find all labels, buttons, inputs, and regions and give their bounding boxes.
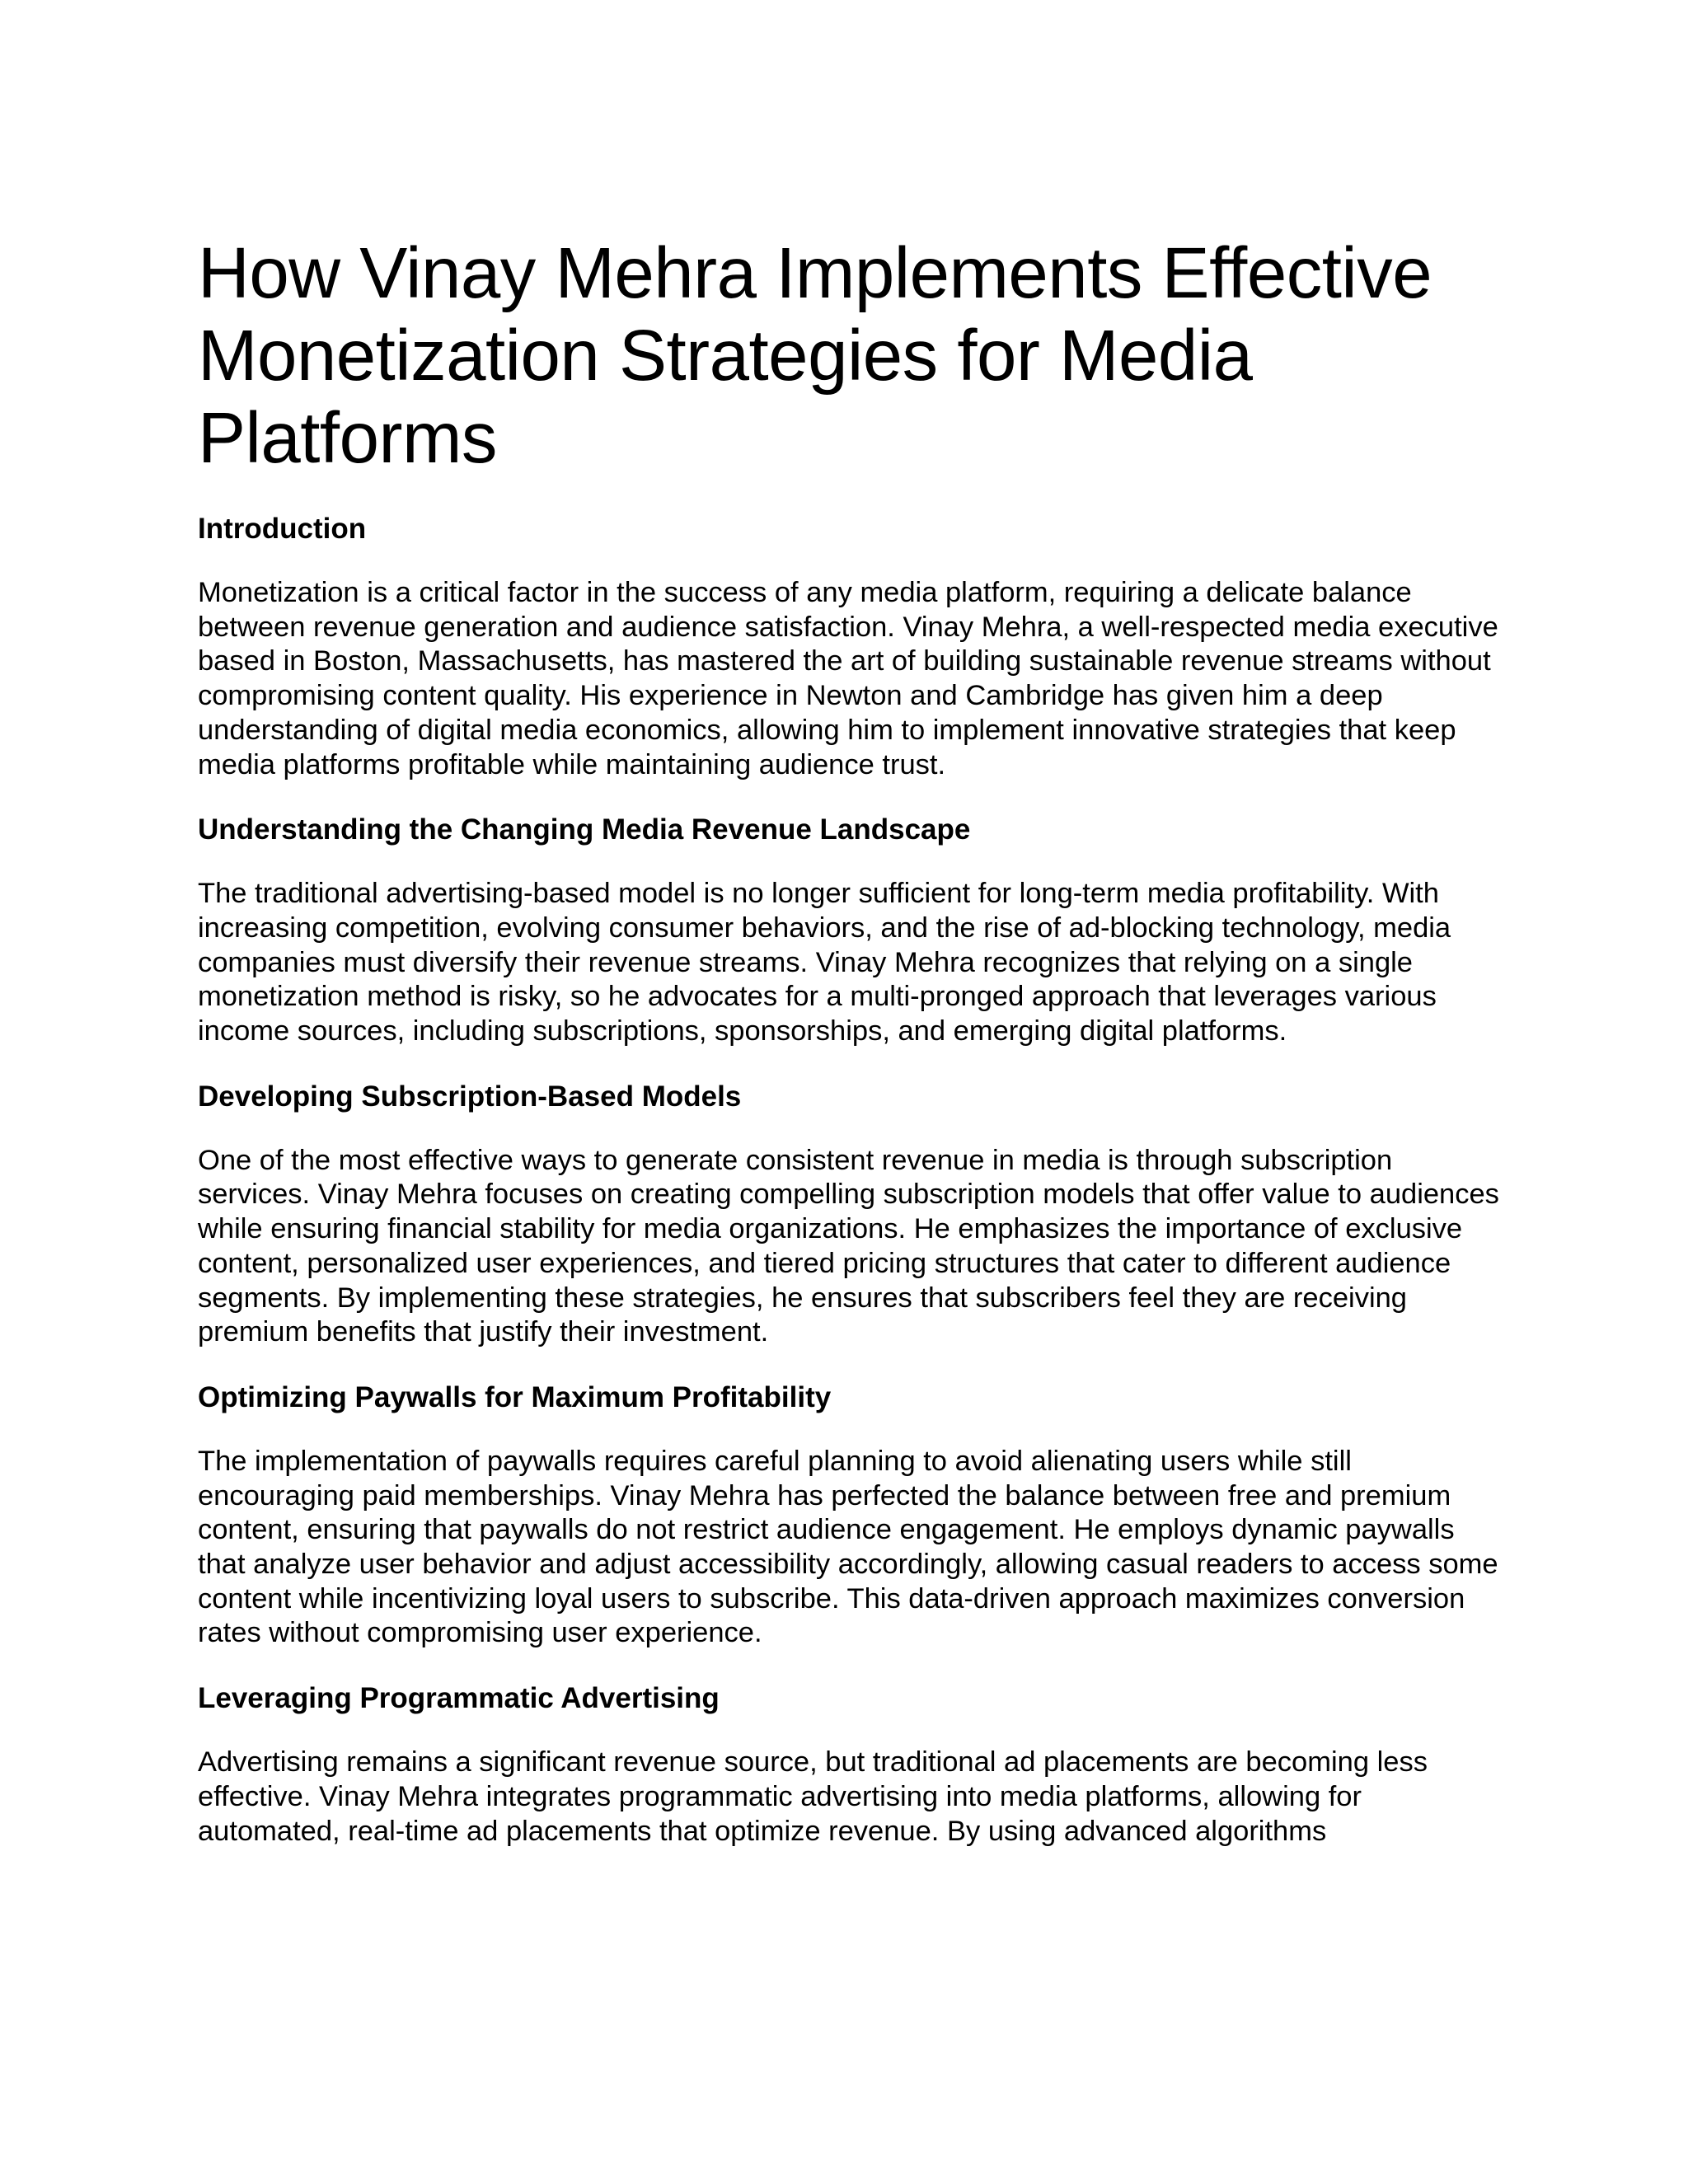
section-paragraph: The implementation of paywalls requires careful planning to avoid alienating users while still encouraging paid memberships. Vinay Mehra has perfected the balance between free and premium content, ensuring that paywalls do not restrict audience engagement. He employs dynamic paywalls that analyze user behavior and adjust accessibility accordingly, allowing casual readers to access some content while incentivizing loyal users to subscribe. This data-driven approach maximizes conversion rates without compromising user experience.	[198, 1445, 1498, 1649]
section-paragraph: The traditional advertising-based model is no longer sufficient for long-term media profitability. With increasing competition, evolving consumer behaviors, and the rise of ad-blocking technology, media companies must diversify their revenue streams. Vinay Mehra recognizes that relying on a single monetization method is risky, so he advocates for a multi-pronged approach that leverages various income sources, including subscriptions, sponsorships, and emerging digital platforms.	[198, 878, 1451, 1047]
section-introduction	[198, 509, 1500, 782]
section-paywalls	[198, 1378, 1500, 1651]
section-subscription-models	[198, 1077, 1500, 1350]
section-heading: Introduction	[198, 513, 367, 545]
section-heading: Understanding the Changing Media Revenue Landscape	[198, 813, 971, 846]
section-paragraph: Monetization is a critical factor in the success of any media platform, requiring a delicate balance between revenue generation and audience satisfaction. Vinay Mehra, a well-respected media executive based in Boston, Massachusetts, has mastered the art of building sustainable revenue streams without compromising content quality. His experience in Newton and Cambridge has given him a deep understanding of digital media economics, allowing him to implement innovative strategies that keep media platforms profitable while maintaining audience trust.	[198, 577, 1498, 780]
section-paragraph: One of the most effective ways to generate consistent revenue in media is through subscription services. Vinay Mehra focuses on creating compelling subscription models that offer value to audiences while ensuring financial stability for media organizations. He emphasizes the importance of exclusive content, personalized user experiences, and tiered pricing structures that cater to different audience segments. By implementing these strategies, he ensures that subscribers feel they are receiving premium benefits that justify their investment.	[198, 1144, 1499, 1348]
section-heading: Leveraging Programmatic Advertising	[198, 1682, 720, 1715]
document-title: How Vinay Mehra Implements Effective Monetization Strategies for Media Platforms	[198, 233, 1432, 478]
section-heading: Developing Subscription-Based Models	[198, 1080, 742, 1113]
section-changing-landscape	[198, 810, 1500, 1049]
section-heading: Optimizing Paywalls for Maximum Profitability	[198, 1380, 832, 1413]
section-programmatic-advertising	[198, 1679, 1500, 1849]
document-body	[198, 509, 1500, 1877]
section-paragraph: Advertising remains a significant revenue source, but traditional ad placements are becoming less effective. Vinay Mehra integrates programmatic advertising into media platforms, allowing for automated, real-time ad placements that optimize revenue. By using advanced algorithms	[198, 1746, 1428, 1847]
